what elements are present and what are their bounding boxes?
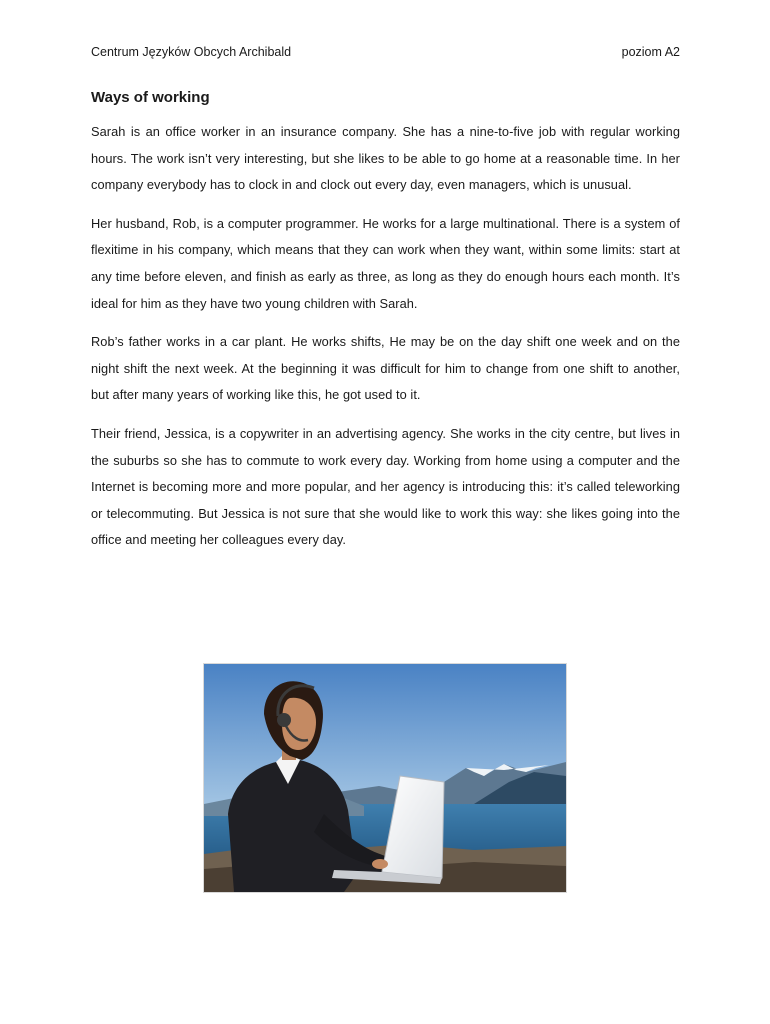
page-header [91,44,680,60]
page-title: Ways of working [91,89,210,106]
teleworking-illustration [204,664,566,892]
teleworking-photo [203,663,567,893]
woman-hand [372,859,388,869]
paragraph-rob: Her husband, Rob, is a computer programmer. He works for a large multinational. There is a system of flexitime in his company, which means that they can work when they want, within some limits: start at any time before eleven, and finish as early as three, as long as they do enough hours each month. It’s ideal for him as they have two young children with Sarah. [91,215,680,311]
paragraph-sarah: Sarah is an office worker in an insurance company. She has a nine-to-five job with regular working hours. The work isn’t very interesting, but she likes to be able to go home at a reasonable time. In her company everybody has to clock in and clock out every day, even managers, which is unusual. [91,124,680,193]
paragraph-jessica: Their friend, Jessica, is a copywriter in an advertising agency. She works in the city centre, but lives in the suburbs so she has to commute to work every day. Working from home using a computer and the Internet is becoming more and more popular, and her agency is introducing this: it’s called teleworking or telecommuting. But Jessica is not sure that she would like to work this way: she likes going into the office and meeting her colleagues every day. [91,425,680,548]
header-level: poziom A2 [621,45,680,59]
paragraph-robs-father: Rob’s father works in a car plant. He works shifts, He may be on the day shift one week and on the night shift the next week. At the beginning it was difficult for him to change from one shift to another, but after many years of working like this, he got used to it. [91,334,680,403]
header-school-name: Centrum Języków Obcych Archibald [91,45,292,59]
article-body [91,119,680,566]
